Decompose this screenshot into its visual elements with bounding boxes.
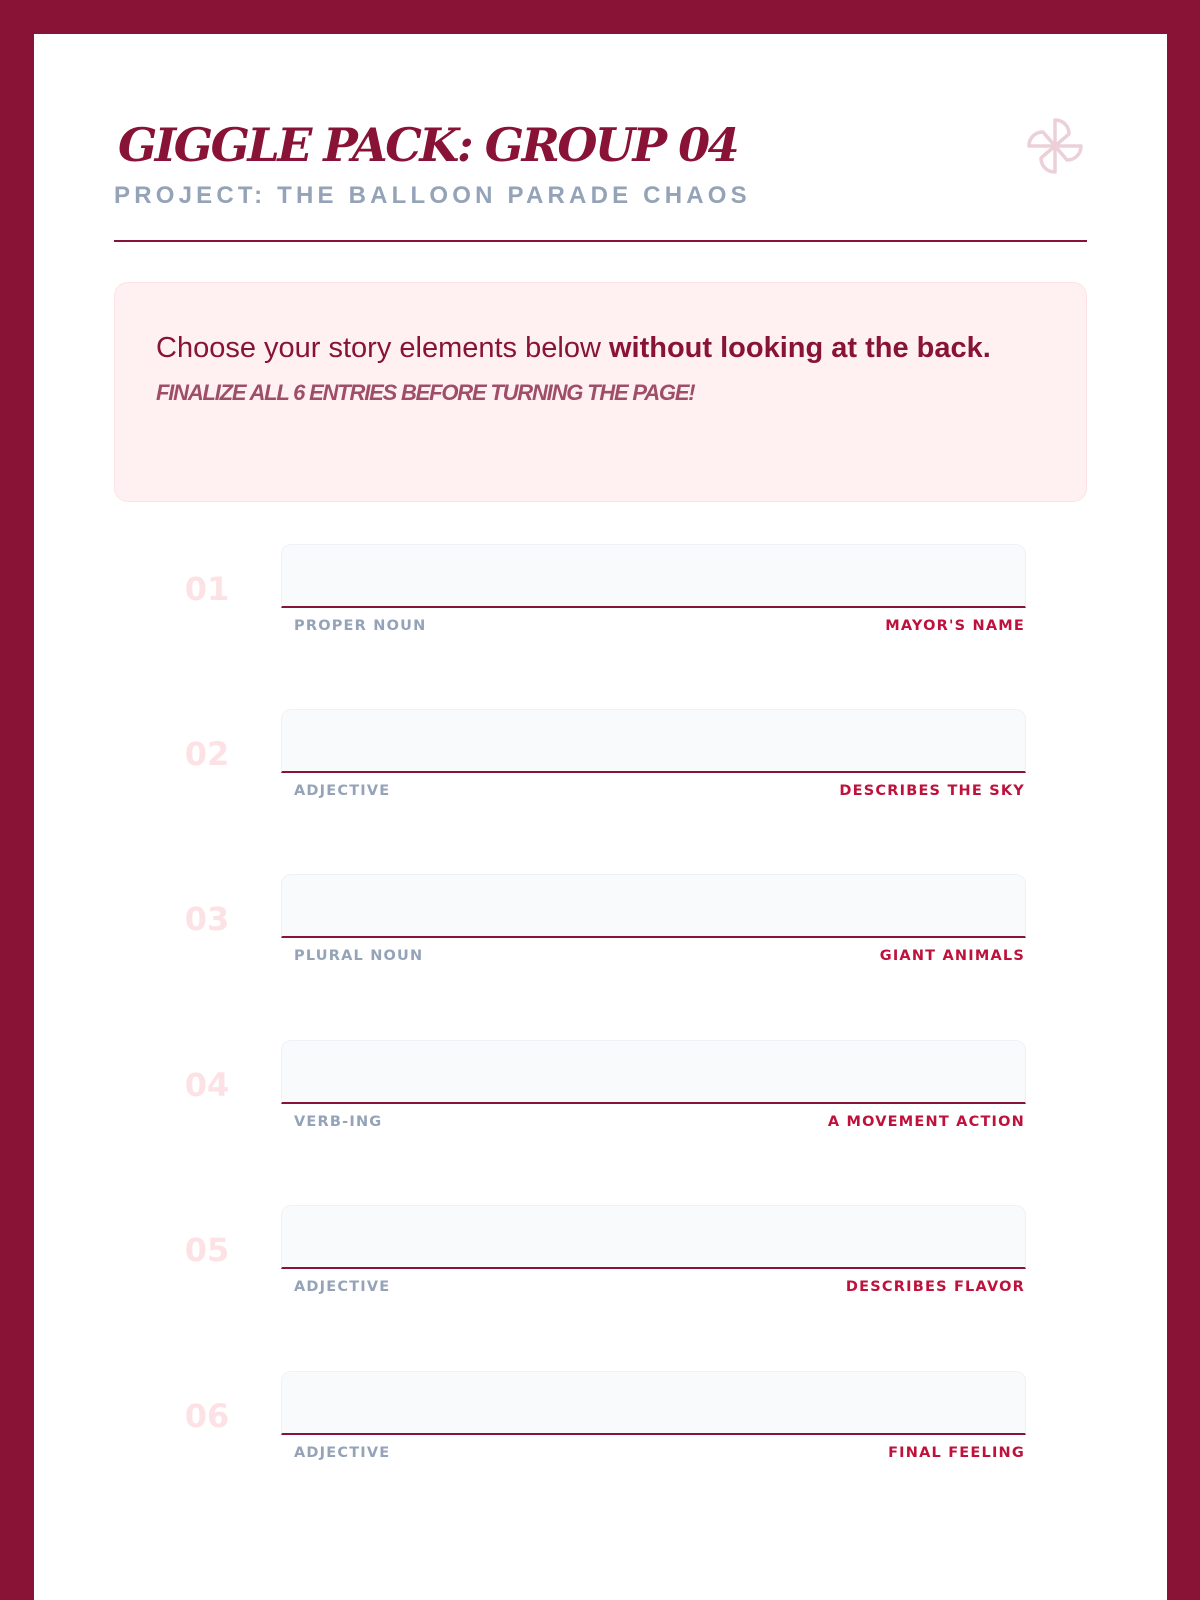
page-title: GIGGLE PACK: GROUP 04 [118, 118, 738, 172]
entry-hint: DESCRIBES THE SKY [839, 783, 1025, 799]
pinwheel-icon [1023, 114, 1087, 178]
entry-input[interactable] [281, 1205, 1026, 1269]
entry-hint: MAYOR'S NAME [885, 618, 1025, 634]
entry-word-type: PLURAL NOUN [294, 948, 424, 964]
entry-input[interactable] [281, 709, 1026, 773]
worksheet-page [34, 34, 1167, 1600]
header-divider [114, 240, 1087, 242]
entry-number: 01 [184, 570, 230, 608]
entry-input[interactable] [281, 1371, 1026, 1435]
entry-input[interactable] [281, 544, 1026, 608]
entry-hint: GIANT ANIMALS [879, 948, 1025, 964]
entry-row [114, 709, 1087, 819]
entry-row [114, 1205, 1087, 1315]
entry-row [114, 874, 1087, 984]
entry-input[interactable] [281, 1040, 1026, 1104]
entry-input[interactable] [281, 874, 1026, 938]
entry-word-type: PROPER NOUN [294, 618, 427, 634]
entry-hint: DESCRIBES FLAVOR [845, 1279, 1025, 1295]
instructions-bold: without looking at the back [608, 332, 983, 364]
entry-row [114, 1371, 1087, 1481]
instructions-plain: Choose your story elements below [156, 332, 609, 364]
entry-number: 02 [184, 735, 230, 773]
entry-word-type: ADJECTIVE [294, 1445, 391, 1461]
entry-row [114, 1040, 1087, 1150]
entry-number: 03 [184, 900, 230, 938]
instructions-text [156, 325, 1046, 372]
entry-word-type: ADJECTIVE [294, 783, 391, 799]
entry-hint: A MOVEMENT ACTION [827, 1114, 1025, 1130]
project-subtitle: PROJECT: THE BALLOON PARADE CHAOS [114, 182, 751, 209]
entry-hint: FINAL FEELING [888, 1445, 1025, 1461]
instructions-warning: FINALIZE ALL 6 ENTRIES BEFORE TURNING THE PAGE! [156, 380, 695, 405]
instructions-box [114, 282, 1087, 502]
instructions-end: . [982, 332, 991, 364]
entry-number: 04 [184, 1066, 230, 1104]
entry-number: 06 [184, 1397, 230, 1435]
entry-number: 05 [184, 1231, 230, 1269]
entry-word-type: ADJECTIVE [294, 1279, 391, 1295]
entry-row [114, 544, 1087, 654]
entry-word-type: VERB-ING [294, 1114, 383, 1130]
